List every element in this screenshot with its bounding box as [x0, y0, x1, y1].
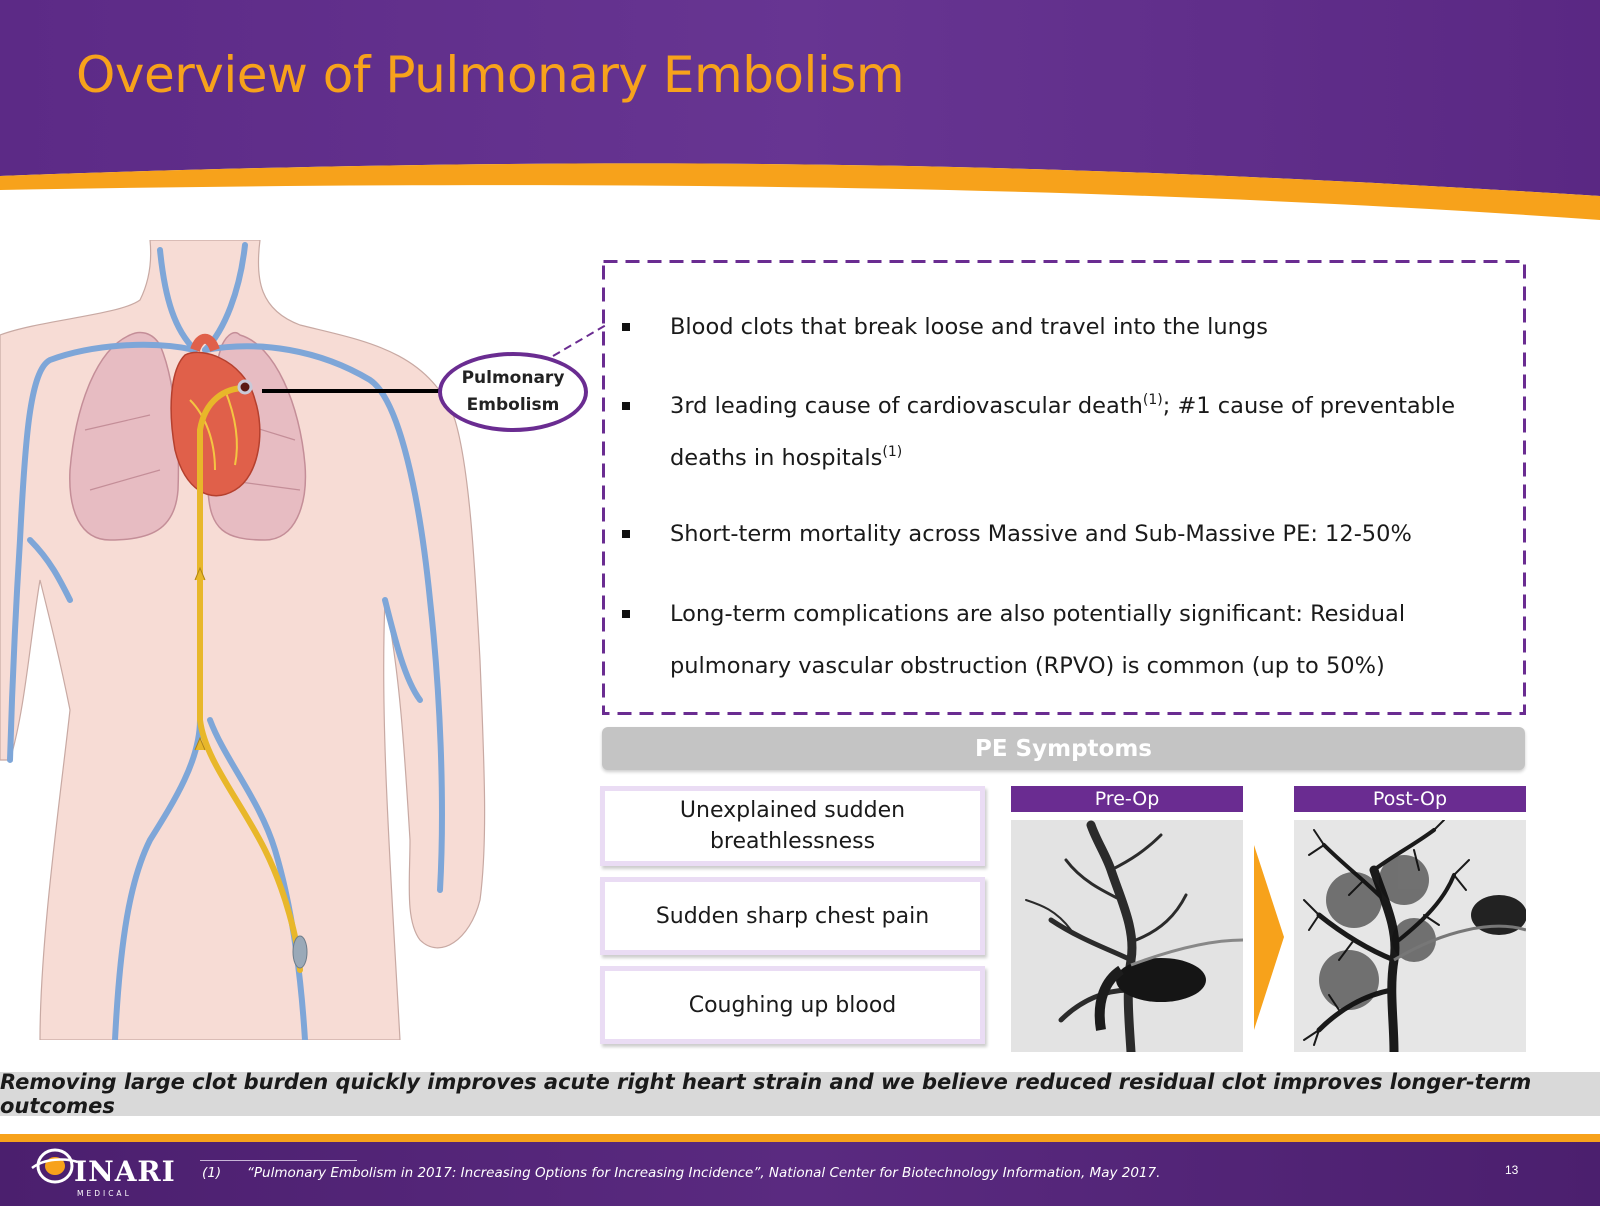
post-op-angiogram-image	[1294, 820, 1526, 1052]
header-band	[0, 0, 1600, 225]
bullet-icon	[622, 323, 630, 331]
reference-marker: (1)	[882, 444, 903, 460]
page-title: Overview of Pulmonary Embolism	[76, 46, 905, 104]
callout-line-1: Pulmonary	[461, 368, 565, 388]
logo-subtext: MEDICAL	[77, 1189, 132, 1198]
bullet-icon	[622, 402, 630, 410]
fact-1: Blood clots that break loose and travel into the lungs	[670, 314, 1268, 340]
logo-wordmark: INARI	[74, 1155, 176, 1188]
bullet-icon	[622, 530, 630, 538]
fact-2: 3rd leading cause of cardiovascular death$^{(1)}$; #1 cause of preventable deaths in hospitals$^{(1)}$	[670, 392, 1456, 471]
fact-4: Long-term complications are also potentially significant: Residual pulmonary vascular obstruction (RPVO) is common (up to 50%)	[670, 601, 1406, 679]
inari-logo-icon	[30, 1146, 80, 1186]
pe-symptoms-header: PE Symptoms	[602, 727, 1525, 770]
arrow-right-icon	[1254, 845, 1284, 1030]
pre-op-label: Pre-Op	[1011, 786, 1243, 812]
pulmonary-embolism-callout	[438, 352, 588, 432]
bullet-icon	[622, 610, 630, 618]
symptom-chest-pain: Sudden sharp chest pain	[600, 877, 985, 955]
page-number: 13	[1505, 1163, 1519, 1177]
footer-stripe	[0, 1134, 1600, 1142]
conclusion-banner: Removing large clot burden quickly improves acute right heart strain and we believe reduced residual clot improves longer-term outcomes	[0, 1072, 1600, 1116]
reference-marker: (1)	[1142, 392, 1163, 408]
fact-3: Short-term mortality across Massive and Sub-Massive PE: 12-50%	[670, 521, 1412, 547]
clot-marker	[239, 381, 251, 393]
callout-line-2: Embolism	[466, 395, 560, 415]
footnote-text: “Pulmonary Embolism in 2017: Increasing Options for Increasing Incidence”, National Center for Biotechnology Information, May 2017.	[246, 1165, 1161, 1181]
pre-op-angiogram-image	[1011, 820, 1243, 1052]
symptom-coughing-blood: Coughing up blood	[600, 966, 985, 1044]
symptom-breathlessness: Unexplained sudden breathlessness	[600, 786, 985, 866]
post-op-label: Post-Op	[1294, 786, 1526, 812]
footnote-number: (1)	[202, 1165, 222, 1181]
facts-box	[602, 260, 1526, 715]
footnote	[202, 1165, 1160, 1181]
footnote-divider	[200, 1160, 357, 1161]
